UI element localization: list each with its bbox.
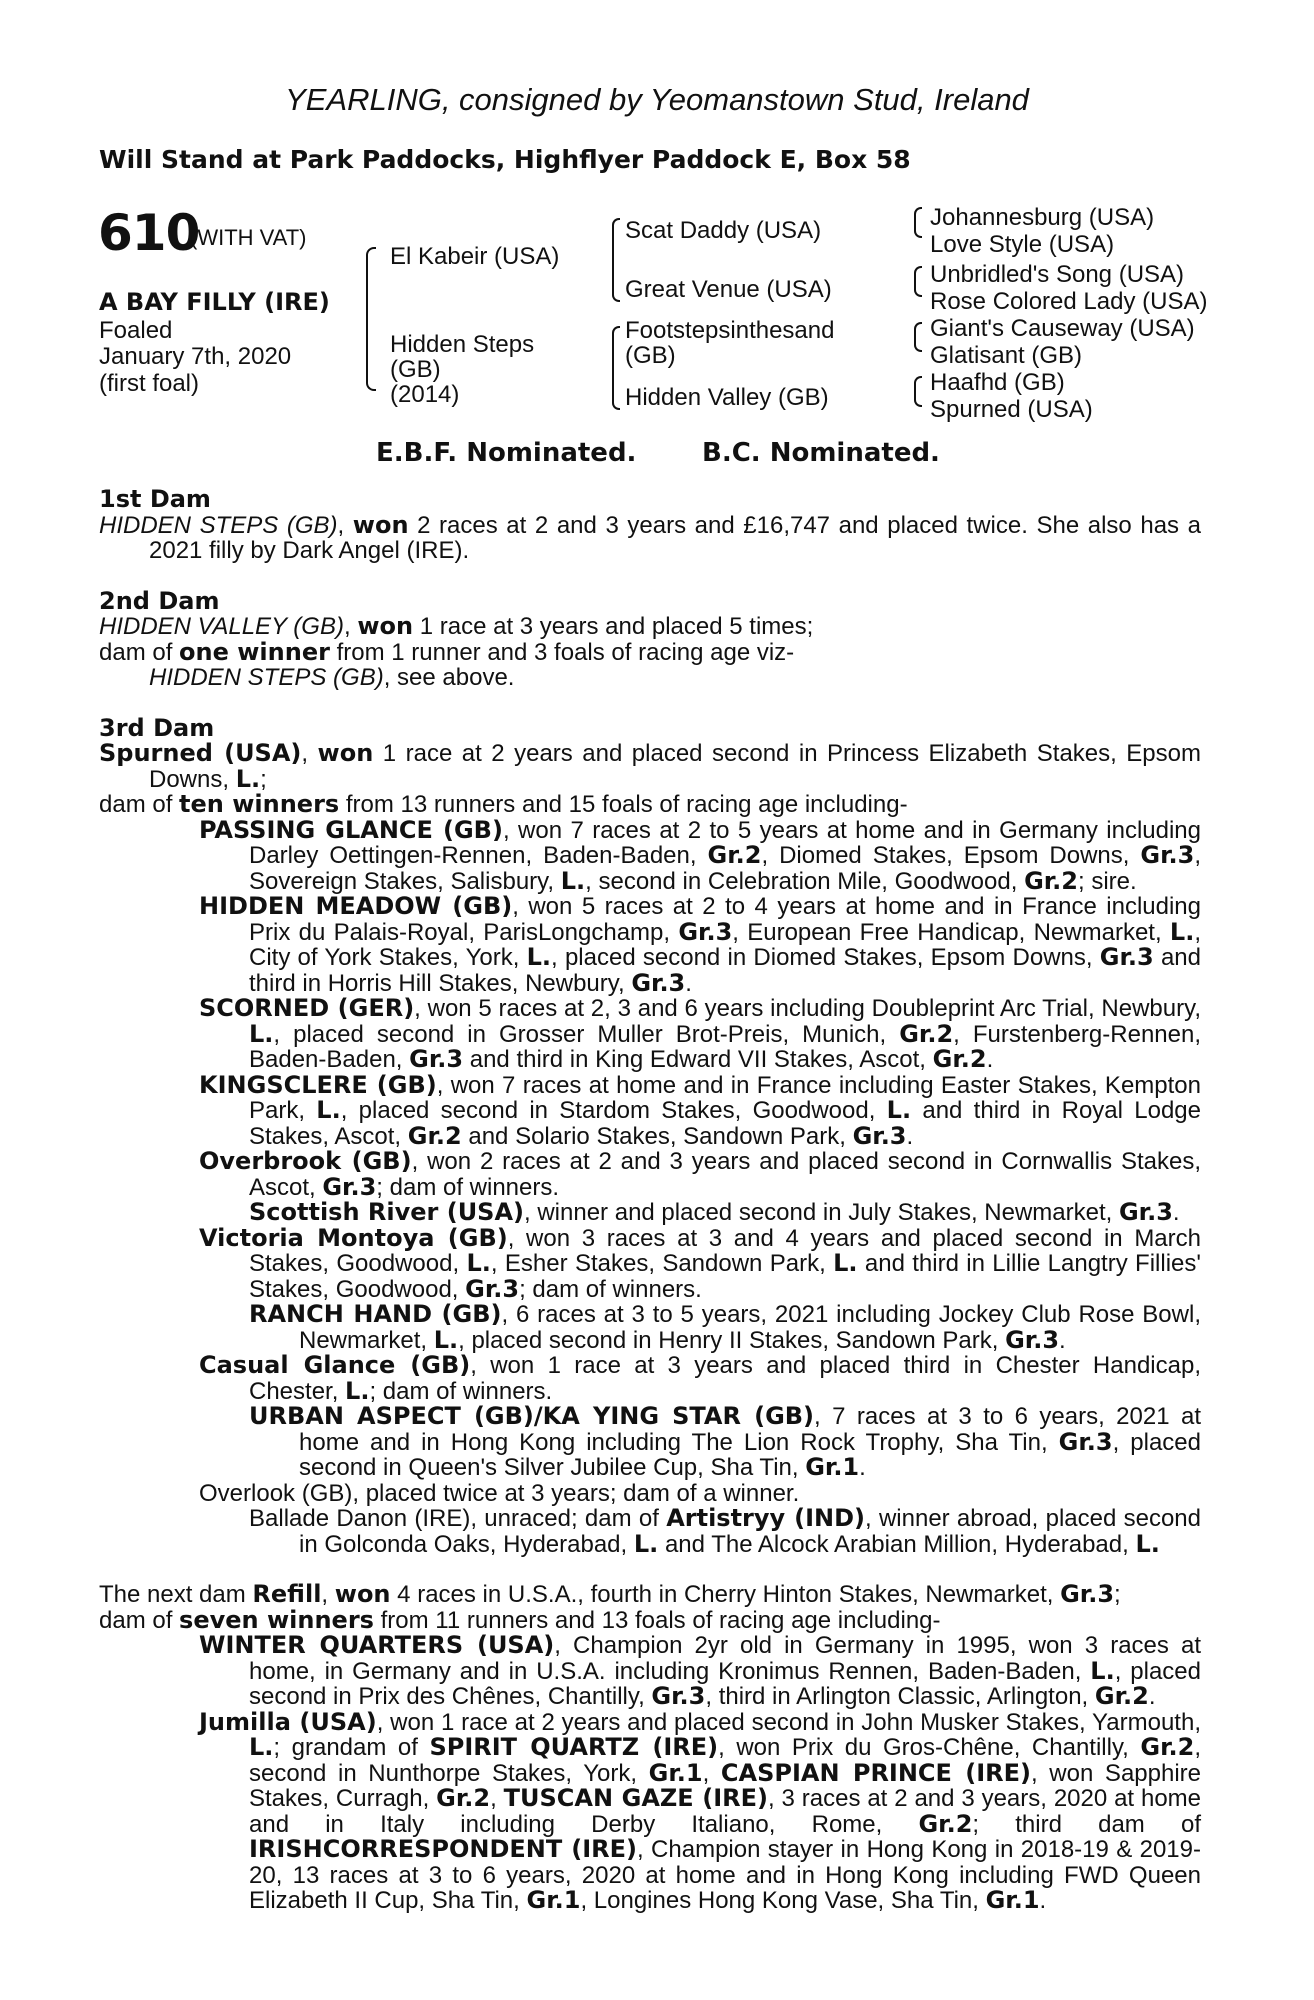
pedigree-brace (914, 391, 922, 407)
produce-entry: WINTER QUARTERS (USA), Champion 2yr old in Germany in 1995, won 3 races at home, in Germany and in U.S.A. including Kronimus Rennen, Baden-Baden, L., placed second in Prix des Chênes, Chantilly, Gr.3, third in Arlington Classic, Arlington, Gr.2. (199, 1631, 1202, 1710)
lot-name: A BAY FILLY (IRE) (99, 288, 330, 316)
produce-entry: Ballade Danon (IRE), unraced; dam of Artistryy (IND), winner abroad, placed second in Golconda Oaks, Hyderabad, L. and The Alcock Arabian Million, Hyderabad, L. (249, 1504, 1201, 1558)
pedigree-sds: Unbridled's Song (USA) (930, 261, 1185, 288)
pedigree-brace (914, 222, 922, 238)
produce-entry: Scottish River (USA), winner and placed second in July Stakes, Newmarket, Gr.3. (249, 1198, 1180, 1226)
pedigree-dss: Giant's Causeway (USA) (930, 315, 1195, 342)
pedigree-brace (914, 281, 922, 297)
bc-nomination: B.C. Nominated. (702, 438, 940, 468)
produce-entry: KINGSCLERE (GB), won 7 races at home and in France including Easter Stakes, Kempton Park, L., placed second in Stardom Stakes, Goodwood, L. and third in Royal Lodge Stakes, Ascot, Gr.2 and Solario Stakes, Sandown Park, Gr.3. (199, 1070, 1201, 1150)
dam-entry: HIDDEN VALLEY (GB), won 1 race at 3 years and placed 5 times; (99, 612, 814, 640)
next-dam-section (99, 1582, 1201, 1914)
dam-origin: (GB) (390, 356, 441, 383)
dam-entry: Spurned (USA), won 1 race at 2 years and placed second in Princess Elizabeth Stakes, Epsom Downs, L.; (99, 739, 1201, 793)
pedigree-brace (612, 218, 620, 266)
pedigree-sdd: Rose Colored Lady (USA) (930, 288, 1208, 315)
page-title: YEARLING, consigned by Yeomanstown Stud, Ireland (285, 82, 1029, 117)
pedigree-brace (612, 371, 620, 410)
produce-entry: HIDDEN STEPS (GB), see above. (149, 664, 515, 691)
dam-of-sire: Great Venue (USA) (625, 276, 832, 303)
produce-entry: Jumilla (USA), won 1 race at 2 years and placed second in John Musker Stakes, Yarmouth, L.; grandam of SPIRIT QUARTZ (IRE), won Prix du Gros-Chêne, Chantilly, Gr.2, second in Nunthorpe Stakes, York, Gr.1, CASPIAN PRINCE (IRE), won Sapphire Stakes, Curragh, Gr.2, TUSCAN GAZE (IRE), 3 races at 2 and 3 years, 2020 at home and in Italy including Derby Italiano, Rome, Gr.2; third dam of IRISHCORRESPONDENT (IRE), Champion stayer in Hong Kong in 2018-19 & 2019-20, 13 races at 3 to 6 years, 2020 at home and in Hong Kong including FWD Queen Elizabeth II Cup, Sha Tin, Gr.1, Longines Hong Kong Vase, Sha Tin, Gr.1. (199, 1707, 1202, 1914)
sire-of-dam-origin: (GB) (625, 342, 676, 369)
first-dam-section (99, 487, 1201, 564)
pedigree-brace (612, 326, 620, 373)
sire-of-dam: Footstepsinthesand (625, 317, 835, 344)
dam-year: (2014) (390, 381, 460, 408)
pedigree-sss: Johannesburg (USA) (930, 204, 1155, 231)
dam-entry: HIDDEN STEPS (GB), won 2 races at 2 and 3 years and £16,747 and placed twice. She also has a 2021 filly by Dark Angel (IRE). (99, 510, 1201, 564)
pedigree-dsd: Glatisant (GB) (930, 342, 1083, 369)
pedigree-brace (366, 322, 376, 391)
dam-produce-line: dam of seven winners from 11 runners and 13 foals of racing age including- (99, 1605, 941, 1634)
dam-produce-line: dam of ten winners from 13 runners and 15 foals of racing age including- (99, 790, 908, 818)
pedigree-dds: Haafhd (GB) (930, 369, 1065, 396)
produce-entry: Overbrook (GB), won 2 races at 2 and 3 years and placed second in Cornwallis Stakes, Ascot, Gr.3; dam of winners. (199, 1147, 1202, 1201)
produce-entry: Victoria Montoya (GB), won 3 races at 3 and 4 years and placed second in March Stakes, Goodwood, L., Esher Stakes, Sandown Park, L. and third in Lillie Langtry Fillies' Stakes, Goodwood, Gr.3; dam of winners. (199, 1223, 1201, 1303)
sire-of-sire: Scat Daddy (USA) (625, 217, 822, 244)
section-title: 1st Dam (99, 485, 211, 513)
foaled-label: Foaled (99, 317, 173, 344)
produce-entry: RANCH HAND (GB), 6 races at 3 to 5 years, 2021 including Jockey Club Rose Bowl, Newmarket, L., placed second in Henry II Stakes, Sandown Park, Gr.3. (249, 1300, 1201, 1354)
ebf-nomination: E.B.F. Nominated. (376, 438, 637, 468)
section-title: 3rd Dam (99, 713, 215, 742)
pedigree-brace (366, 247, 376, 324)
catalogue-body (99, 487, 1201, 1914)
second-dam-section (99, 586, 1201, 691)
stand-location: Will Stand at Park Paddocks, Highflyer Paddock E, Box 58 (99, 145, 911, 174)
dam-entry: The next dam Refill, won 4 races in U.S.A., fourth in Cherry Hinton Stakes, Newmarket, Gr.3; (99, 1580, 1121, 1608)
lot-number: 610 (98, 204, 200, 262)
foaled-date: January 7th, 2020 (99, 343, 292, 370)
produce-entry: URBAN ASPECT (GB)/KA YING STAR (GB), 7 races at 3 to 6 years, 2021 at home and in Hong Kong including The Lion Rock Trophy, Sha Tin, Gr.3, placed second in Queen's Silver Jubilee Cup, Sha Tin, Gr.1. (249, 1402, 1202, 1481)
pedigree-brace (612, 264, 620, 302)
dam-produce-line: dam of one winner from 1 runner and 3 foals of racing age viz- (99, 637, 795, 666)
dam-of-dam: Hidden Valley (GB) (625, 384, 829, 411)
produce-entry: SCORNED (GER), won 5 races at 2, 3 and 6 years including Doubleprint Arc Trial, Newbury, L., placed second in Grosser Muller Brot-Preis, Munich, Gr.2, Furstenberg-Rennen, Baden-Baden, Gr.3 and third in King Edward VII Stakes, Ascot, Gr.2. (199, 994, 1202, 1073)
pedigree-ssd: Love Style (USA) (930, 231, 1115, 258)
third-dam-section (99, 713, 1202, 1558)
pedigree-ddd: Spurned (USA) (930, 396, 1093, 423)
section-title: 2nd Dam (99, 586, 220, 615)
pedigree-brace (914, 336, 922, 352)
produce-entry: HIDDEN MEADOW (GB), won 5 races at 2 to 4 years at home and in France including Prix du Palais-Royal, ParisLongchamp, Gr.3, European Free Handicap, Newmarket, L., City of York Stakes, York, L., placed second in Diomed Stakes, Epsom Downs, Gr.3 and third in Horris Hill Stakes, Newbury, Gr.3. (199, 892, 1202, 997)
sire: El Kabeir (USA) (390, 243, 560, 270)
dam: Hidden Steps (390, 331, 535, 358)
foal-note: (first foal) (99, 370, 200, 397)
produce-entry: PASSING GLANCE (GB), won 7 races at 2 to 5 years at home and in Germany including Darley Oettingen-Rennen, Baden-Baden, Gr.2, Diomed Stakes, Epsom Downs, Gr.3, Sovereign Stakes, Salisbury, L., second in Celebration Mile, Goodwood, Gr.2; sire. (199, 815, 1202, 895)
produce-entry: Overlook (GB), placed twice at 3 years; dam of a winner. (199, 1479, 800, 1507)
produce-entry: Casual Glance (GB), won 1 race at 3 years and placed third in Chester Handicap, Chester, L.; dam of winners. (199, 1351, 1201, 1405)
lot-vat-label: (WITH VAT) (190, 225, 307, 250)
